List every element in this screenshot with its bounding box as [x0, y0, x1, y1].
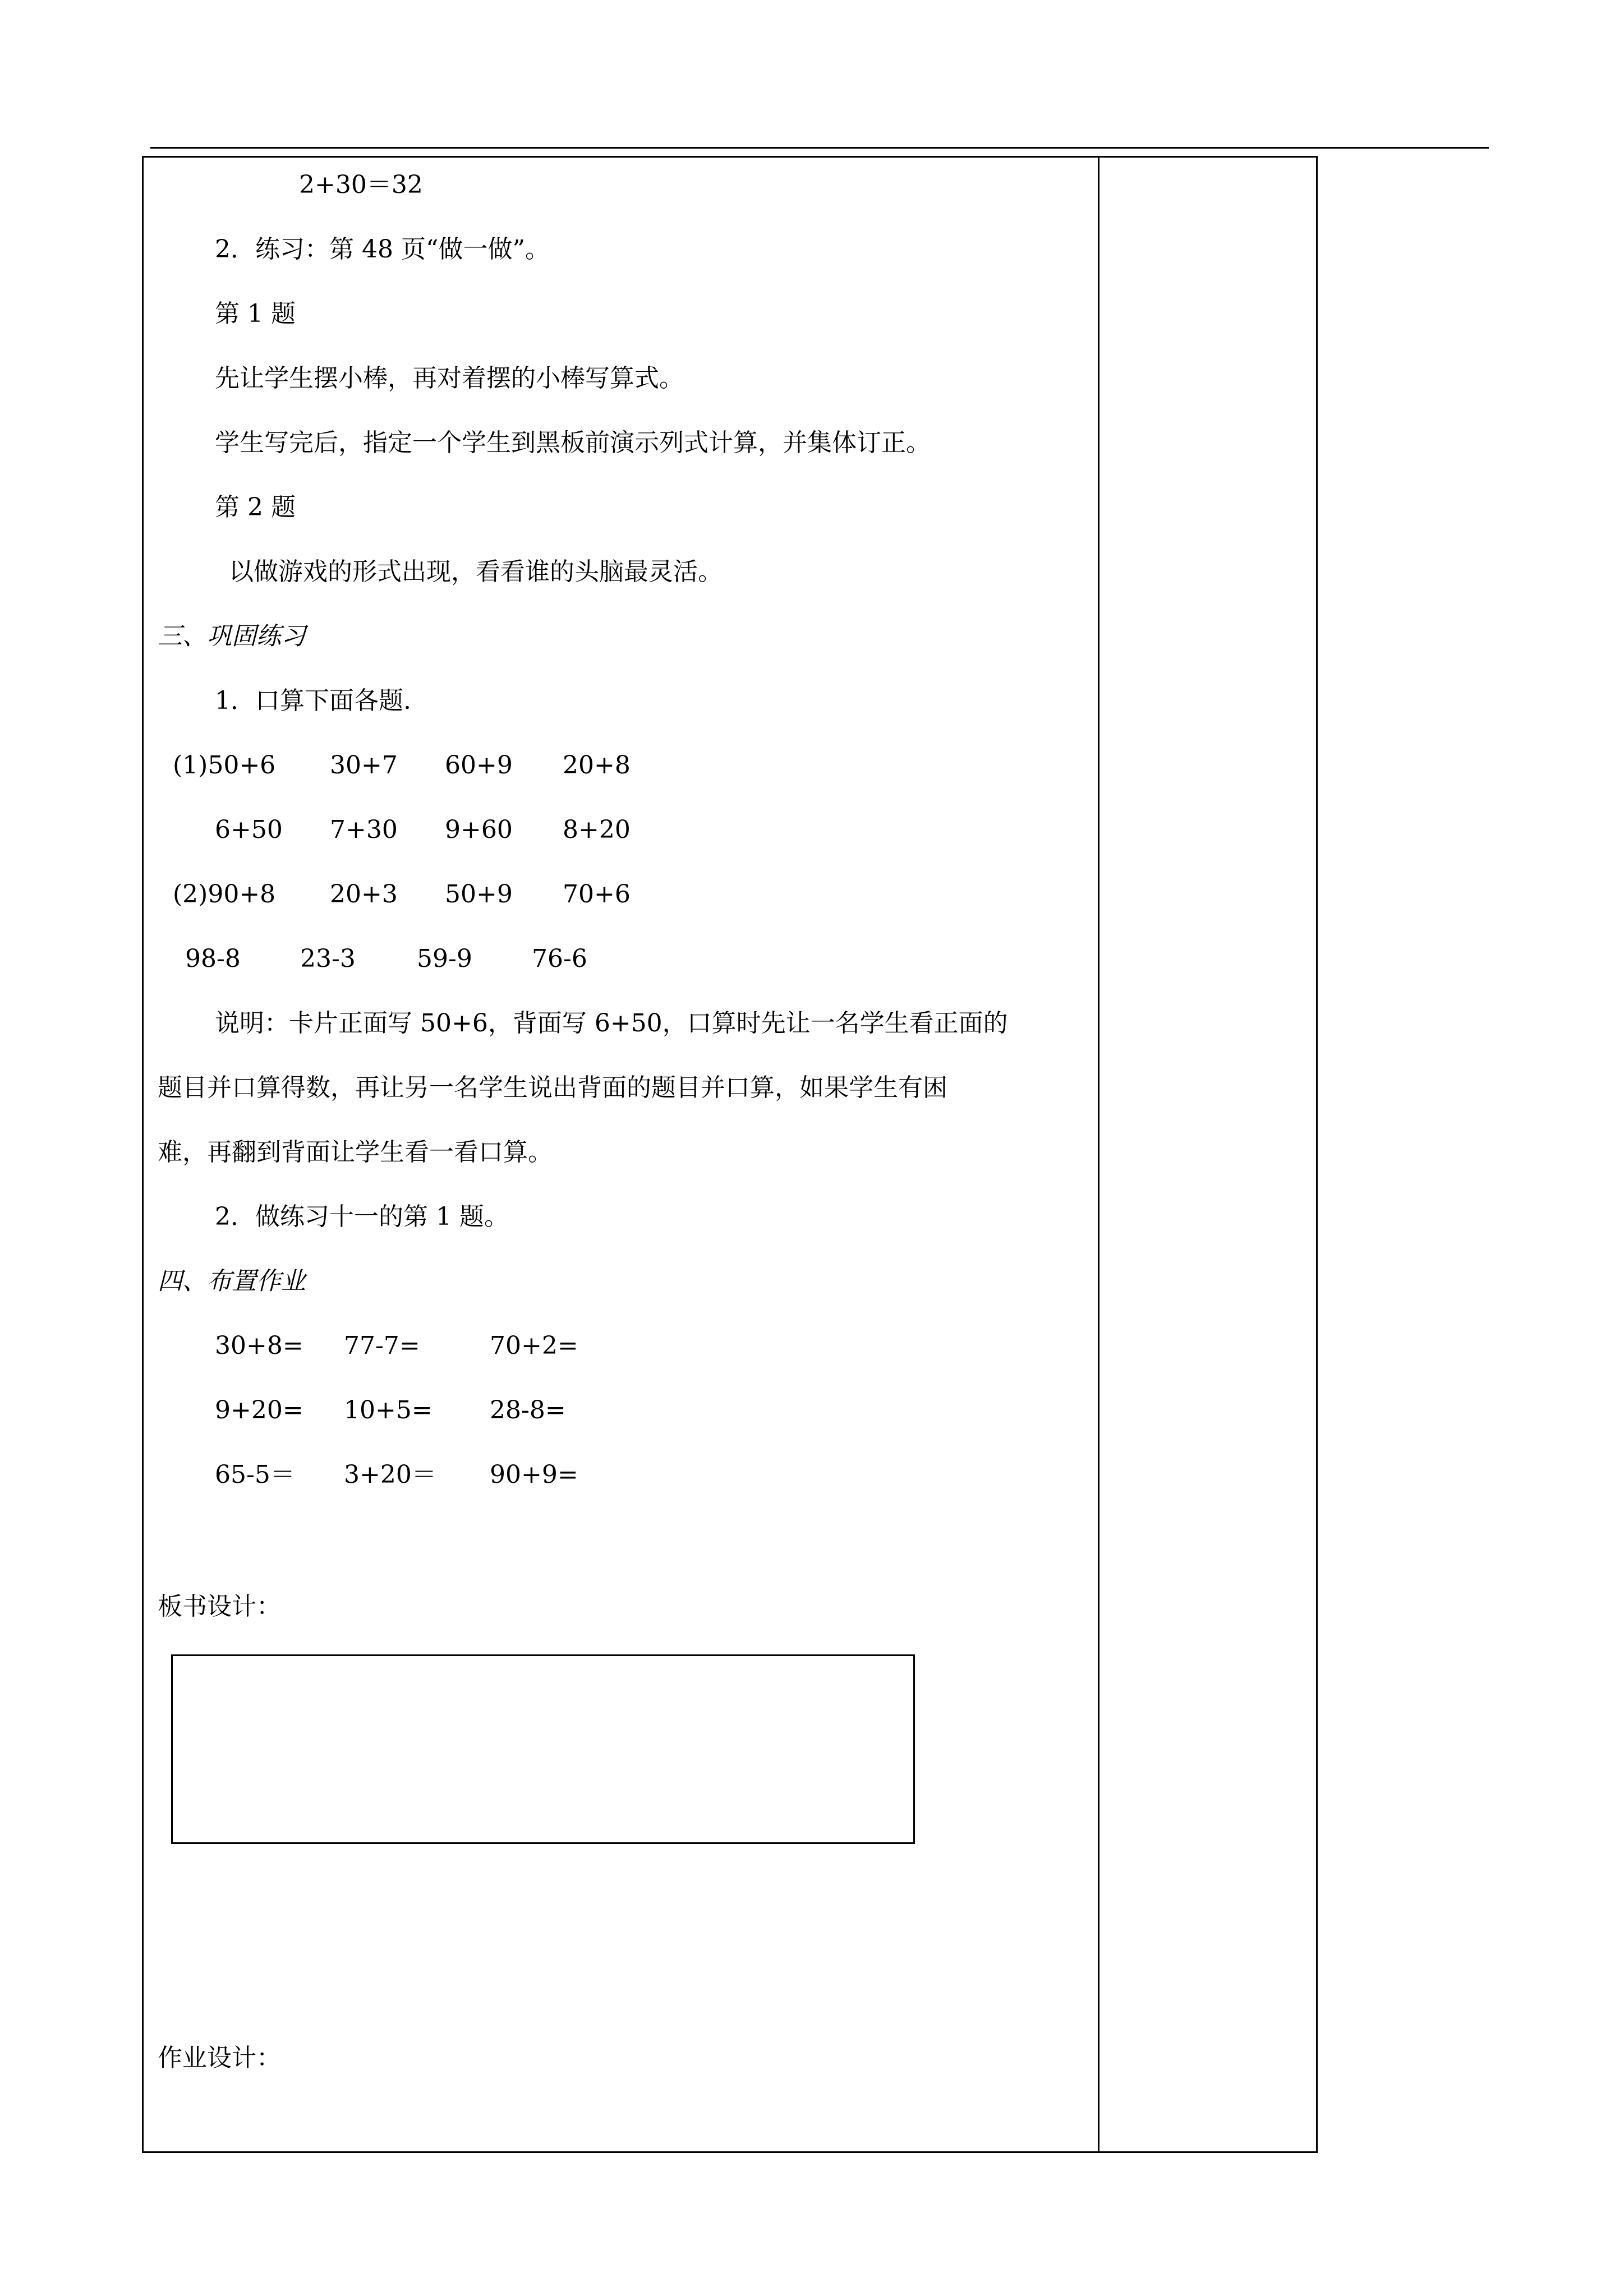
board-design-label: 板书设计：: [158, 1592, 281, 1621]
question-1-text-2: 学生写完后，指定一个学生到黑板前演示列式计算，并集体订正。: [215, 428, 931, 457]
oral-cell: (1)50+6: [173, 751, 276, 780]
oral-calc-heading: 1．口算下面各题.: [215, 686, 411, 715]
oral-cell: 20+8: [563, 751, 631, 780]
practice-heading: 2．练习：第 48 页“做一做”。: [215, 235, 550, 264]
homework-cell: 30+8=: [215, 1331, 303, 1360]
oral-cell: 70+6: [563, 880, 631, 909]
oral-cell: 23-3: [300, 944, 356, 973]
question-1-text: 先让学生摆小棒，再对着摆的小棒写算式。: [215, 364, 684, 393]
exercise-line: 2．做练习十一的第 1 题。: [215, 1202, 509, 1231]
section-4-heading: 四、布置作业: [158, 1267, 306, 1295]
header-rule: [150, 147, 1489, 149]
question-2-label: 第 2 题: [215, 493, 296, 522]
board-design-box: [171, 1654, 915, 1844]
question-1-label: 第 1 题: [215, 299, 296, 328]
homework-cell: 77-7=: [344, 1331, 420, 1360]
oral-cell: 7+30: [330, 815, 398, 844]
oral-cell: 20+3: [330, 880, 398, 909]
homework-cell: 3+20＝: [344, 1460, 436, 1489]
homework-cell: 90+9=: [490, 1460, 578, 1489]
oral-cell: 98-8: [185, 944, 241, 973]
oral-cell: (2)90+8: [173, 880, 276, 909]
homework-cell: 10+5=: [344, 1396, 433, 1424]
explanation-line-2: 题目并口算得数，再让另一名学生说出背面的题目并口算，如果学生有困: [158, 1073, 947, 1102]
question-2-text: 以做游戏的形式出现，看看谁的头脑最灵活。: [229, 557, 723, 586]
homework-cell: 65-5＝: [215, 1460, 295, 1489]
equation-line: 2+30＝32: [299, 170, 423, 199]
oral-cell: 59-9: [417, 944, 472, 973]
oral-cell: 8+20: [563, 815, 631, 844]
table-column-divider: [1098, 156, 1099, 2153]
homework-cell: 28-8=: [490, 1396, 566, 1424]
section-3-heading: 三、巩固练习: [158, 622, 306, 651]
oral-cell: 6+50: [215, 815, 283, 844]
oral-cell: 76-6: [532, 944, 587, 973]
oral-cell: 30+7: [330, 751, 398, 780]
homework-cell: 70+2=: [490, 1331, 578, 1360]
oral-cell: 50+9: [445, 880, 513, 909]
oral-cell: 9+60: [445, 815, 513, 844]
explanation-line-1: 说明：卡片正面写 50+6，背面写 6+50，口算时先让一名学生看正面的: [215, 1009, 1008, 1038]
homework-cell: 9+20=: [215, 1396, 303, 1424]
oral-cell: 60+9: [445, 751, 513, 780]
explanation-line-3: 难，再翻到背面让学生看一看口算。: [158, 1138, 553, 1167]
homework-design-label: 作业设计：: [158, 2044, 281, 2072]
